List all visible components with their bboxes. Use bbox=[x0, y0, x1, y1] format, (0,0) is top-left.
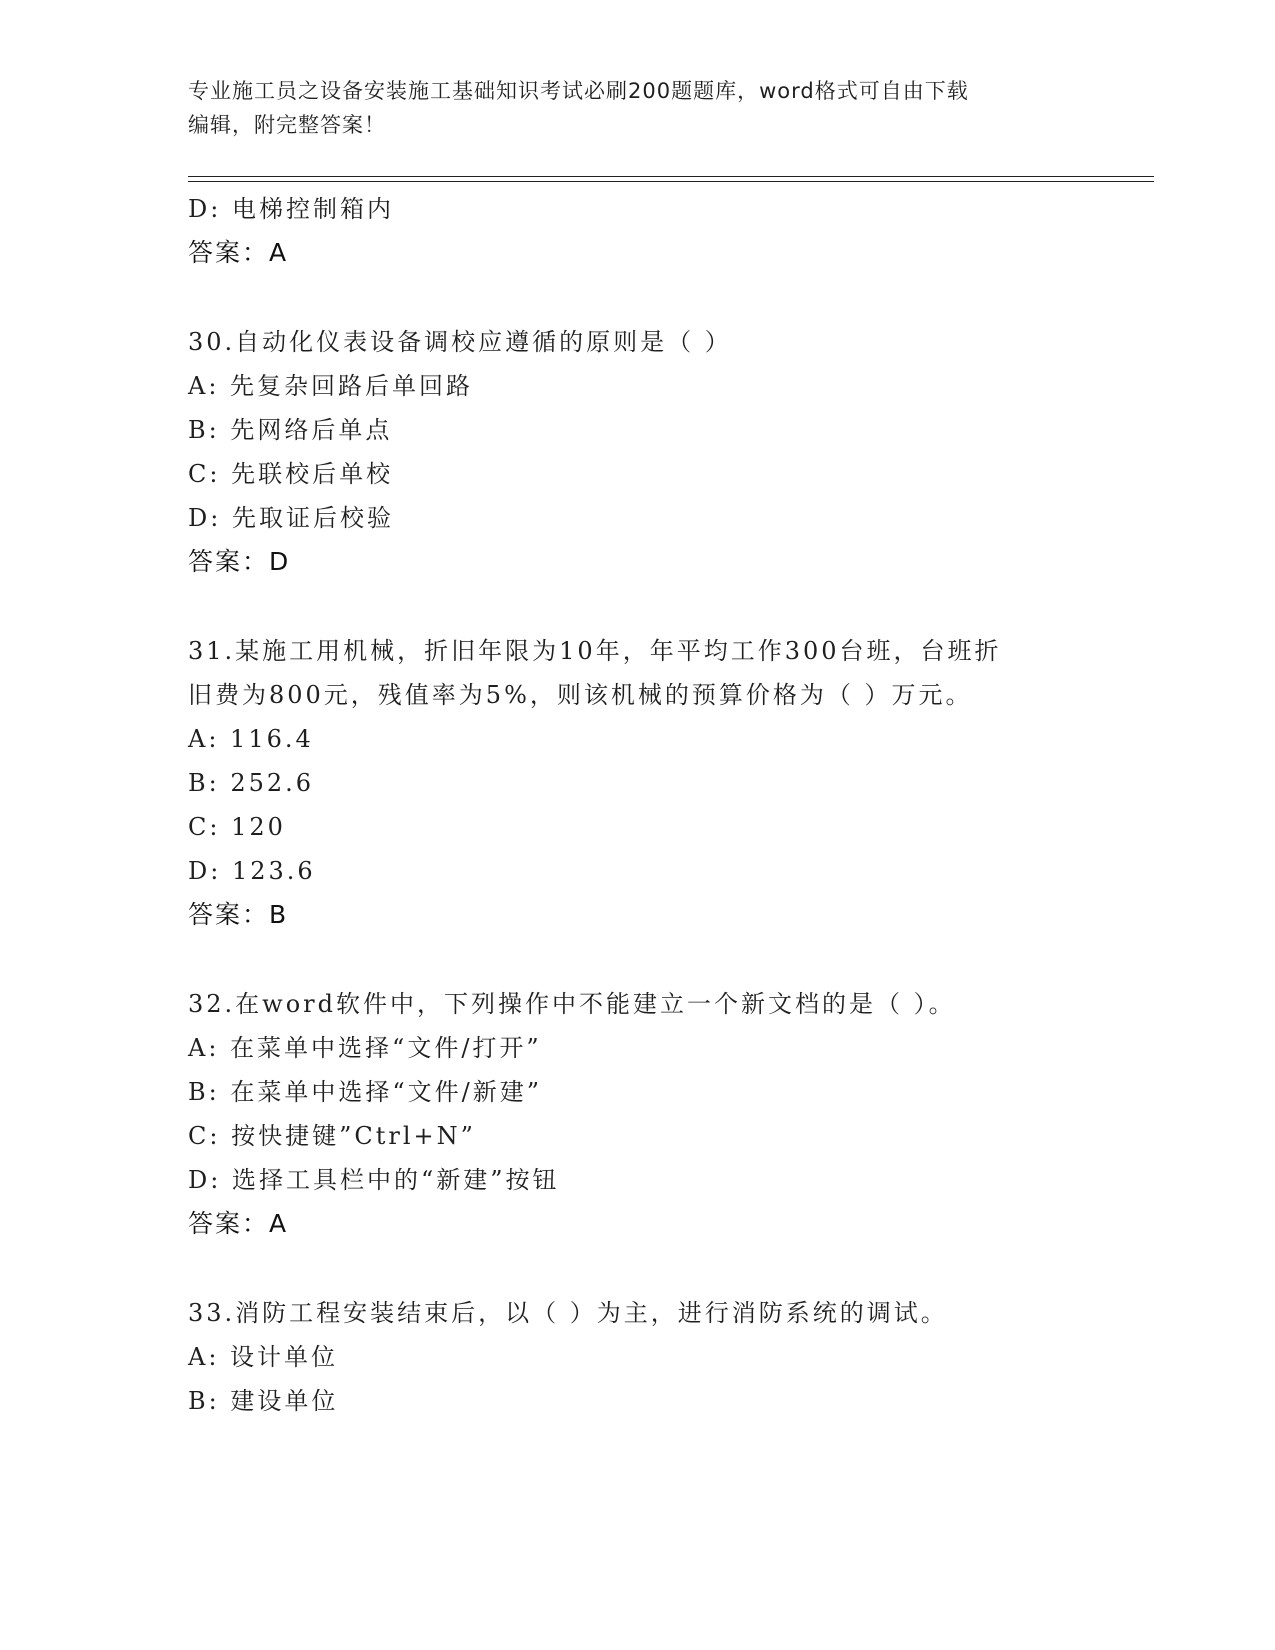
header-title-line-2: 编辑，附完整答案！ bbox=[188, 113, 386, 137]
q31-option-c: C: 120 bbox=[188, 813, 286, 841]
q32-answer: 答案：A bbox=[188, 1209, 289, 1238]
q31-option-a: A: 116.4 bbox=[188, 725, 314, 753]
q33-option-b: B: 建设单位 bbox=[188, 1387, 339, 1415]
q31-option-b: B: 252.6 bbox=[188, 769, 315, 797]
q30-option-d: D: 先取证后校验 bbox=[188, 504, 394, 532]
q30-answer: 答案：D bbox=[188, 547, 291, 576]
q33-option-a: A: 设计单位 bbox=[188, 1343, 339, 1371]
q30-stem: 30.自动化仪表设备调校应遵循的原则是（ ） bbox=[188, 328, 732, 356]
header-title-line-1: 专业施工员之设备安装施工基础知识考试必刷200题题库，word格式可自由下载 bbox=[188, 79, 969, 103]
q31-stem-line-1: 31.某施工用机械，折旧年限为10年，年平均工作300台班，台班折 bbox=[188, 637, 1002, 665]
prev-option-d: D: 电梯控制箱内 bbox=[188, 195, 394, 223]
document-header bbox=[188, 74, 1088, 142]
q32-option-c: C: 按快捷键”Ctrl+N” bbox=[188, 1122, 476, 1150]
q32-option-b: B: 在菜单中选择“文件/新建” bbox=[188, 1078, 542, 1106]
q31-stem-line-2: 旧费为800元，残值率为5%，则该机械的预算价格为（ ）万元。 bbox=[188, 681, 973, 709]
q32-option-a: A: 在菜单中选择“文件/打开” bbox=[188, 1034, 542, 1062]
q30-option-b: B: 先网络后单点 bbox=[188, 416, 393, 444]
q30-option-c: C: 先联校后单校 bbox=[188, 460, 394, 488]
q33-stem: 33.消防工程安装结束后，以（ ）为主，进行消防系统的调试。 bbox=[188, 1299, 948, 1327]
q30-option-a: A: 先复杂回路后单回路 bbox=[188, 372, 474, 400]
header-divider-bottom bbox=[188, 181, 1154, 182]
prev-answer: 答案：A bbox=[188, 238, 289, 267]
q31-answer: 答案：B bbox=[188, 900, 289, 929]
header-divider-top bbox=[188, 176, 1154, 177]
q31-option-d: D: 123.6 bbox=[188, 857, 316, 885]
q32-stem: 32.在word软件中，下列操作中不能建立一个新文档的是（ ）。 bbox=[188, 990, 956, 1018]
q32-option-d: D: 选择工具栏中的“新建”按钮 bbox=[188, 1166, 560, 1194]
